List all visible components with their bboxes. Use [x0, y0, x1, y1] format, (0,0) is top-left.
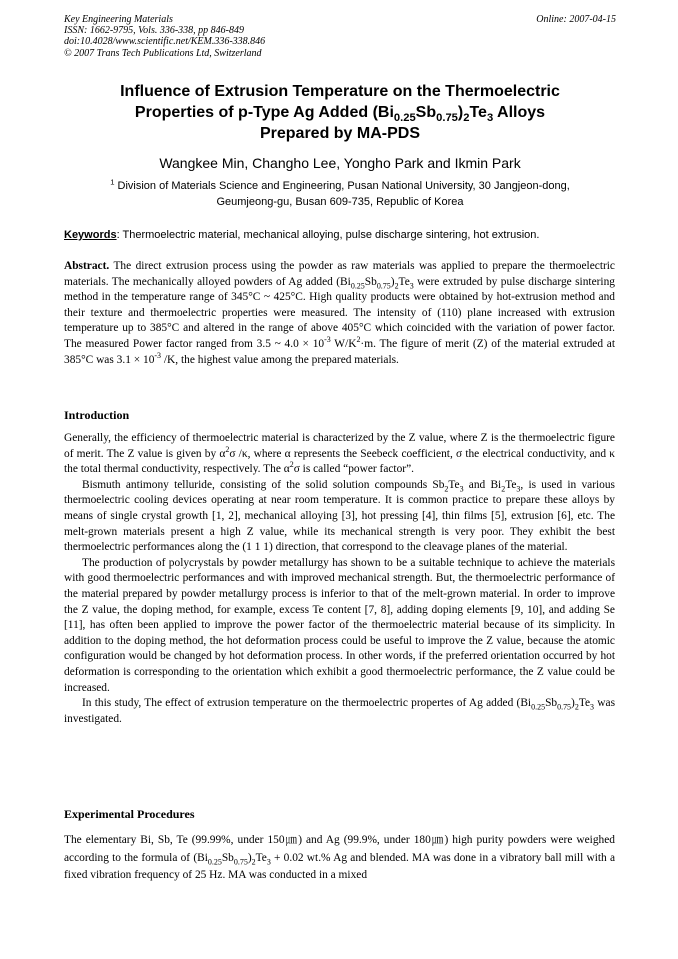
intro-paragraph-2: Bismuth antimony telluride, consisting of the solid solution compounds $Sb_2Te_3$ and $Bi_2Te_3$, is used in various thermoelectric cooling devices operating at near room temperature. It is common practice to prepare these alloys by means of single crystal growth [1, 2], mechanical alloying [3], hot pressing [4], thin films [5], extrusion [6], etc. The melt-grown materials present a high Z value, while its mechanical strength is very poor. They exhibit the best thermoelectric performances along the (1 1 1) direction, that correspond to the cleavage planes of the material. — [64, 478, 615, 554]
paper-title — [64, 81, 616, 144]
affiliation-line-2: Geumjeong-gu, Busan 609-735, Republic of Korea — [216, 195, 464, 208]
intro-paragraph-4: In this study, The effect of extrusion temperature on the thermoelectric propertes of Ag added $(Bi_{0.25}Sb_{0.75})_2Te_3$ was investigated. — [64, 697, 616, 725]
keywords-label: Keywords — [64, 229, 117, 241]
keywords-text: Thermoelectric material, mechanical alloying, pulse discharge sintering, hot extrusion. — [119, 229, 540, 241]
experimental-paragraph-1: The elementary Bi, Sb, Te (99.99%, under 150㎛) and Ag (99.9%, under 180㎛) high purity powders were weighed according to the formula of $(Bi_{0.25}Sb_{0.75})_2Te_3 + 0.02$ wt.% Ag and blended. MA was done in a vibratory ball mill with a fixed vibration frequency of 25 Hz. MA was conducted in a mixed — [64, 834, 615, 881]
journal-name: Key Engineering Materials — [64, 14, 173, 25]
affiliation-mark: 1 — [110, 177, 115, 187]
abstract-label: Abstract. — [64, 260, 110, 272]
title-line-1: Influence of Extrusion Temperature on the Thermoelectric — [120, 83, 560, 100]
online-date: Online: 2007-04-15 — [536, 14, 616, 25]
introduction-body — [64, 431, 615, 727]
journal-header — [64, 14, 616, 59]
title-line-3: Prepared by MA-PDS — [259, 125, 421, 142]
title-line-2: Properties of p-Type Ag Added $(Bi_{0.25}Sb_{0.75})_2Te_3$ Alloys — [134, 104, 546, 125]
affiliation-line-1: $^1$ Division of Materials Science and Engineering, Pusan National University, 30 Jangjeon-dong, — [110, 177, 570, 192]
intro-paragraph-3: The production of polycrystals by powder metallurgy has shown to be a suitable technique to achieve the materials with good thermoelectric performances and with improved mechanical strength. But, the thermoelectric performance of the material prepared by powder metallurgy process is inferior to that of the melt-grown material. In order to improve the Z value, the doping method, for example, excess Te content [7, 8], adding doping elements [9, 10], and adding Se [11], has often been applied to improve the power factor of the thermoelectric material because of its simplicity. In addition to the doping method, the hot deformation process could be useful to improve the Z value, because the atomic configuration would be changed by hot deformation process. In other words, if the preferred orientation occurred by hot deformation is corresponding to the orientation which exhibit a good thermoelectric performance, the Z value could be increased. — [64, 556, 615, 694]
abstract: Abstract. The direct extrusion process using the powder as raw materials was applied to prepare the thermoelectric materials. The mechanically alloyed powders of Ag added $(Bi_{0.25}Sb_{0.75})_2Te_3$ were extruded by pulse discharge sintering method in the temperature range of 345°C ~ 425°C. High quality products were obtained by hot-extrusion method and their texture and thermoelectric properties were measured. The intensity of (110) plane increased with extrusion temperature up to 385°C and altered in the range of above 405°C which coincided with the variation of power factor. The measured Power factor ranged from 3.5 ~ $4.0 \times 10^{-3}$ $W/K^2\cdot m$. The figure of merit (Z) of the material extruded at 385°C was $3.1 \times 10^{-3}$ /K, the highest value among the prepared materials. — [64, 260, 615, 366]
affiliation — [64, 179, 616, 210]
introduction-heading: Introduction — [64, 408, 130, 422]
copyright-line: © 2007 Trans Tech Publications Ltd, Switzerland — [64, 47, 262, 59]
author-list: Wangkee Min, Changho Lee, Yongho Park and Ikmin Park — [159, 155, 521, 171]
intro-paragraph-1: Generally, the efficiency of thermoelectric material is characterized by the Z value, where Z is the thermoelectric figure of merit. The Z value is given by $\alpha^2\sigma$ /κ, where α represents the Seebeck coefficient, σ the electrical conductivity, and κ the total thermal conductivity, respectively. The $\alpha^2\sigma$ is called “power factor”. — [64, 432, 616, 476]
keywords: Keywords: Thermoelectric material, mechanical alloying, pulse discharge sintering, hot extrusion. — [64, 229, 540, 241]
experimental-heading: Experimental Procedures — [64, 807, 195, 821]
doi-line[interactable]: doi:10.4028/www.scientific.net/KEM.336-338.846 — [64, 36, 266, 48]
experimental-body — [64, 832, 615, 885]
issn-line: ISSN: 1662-9795, Vols. 336-338, pp 846-849 — [64, 25, 244, 37]
